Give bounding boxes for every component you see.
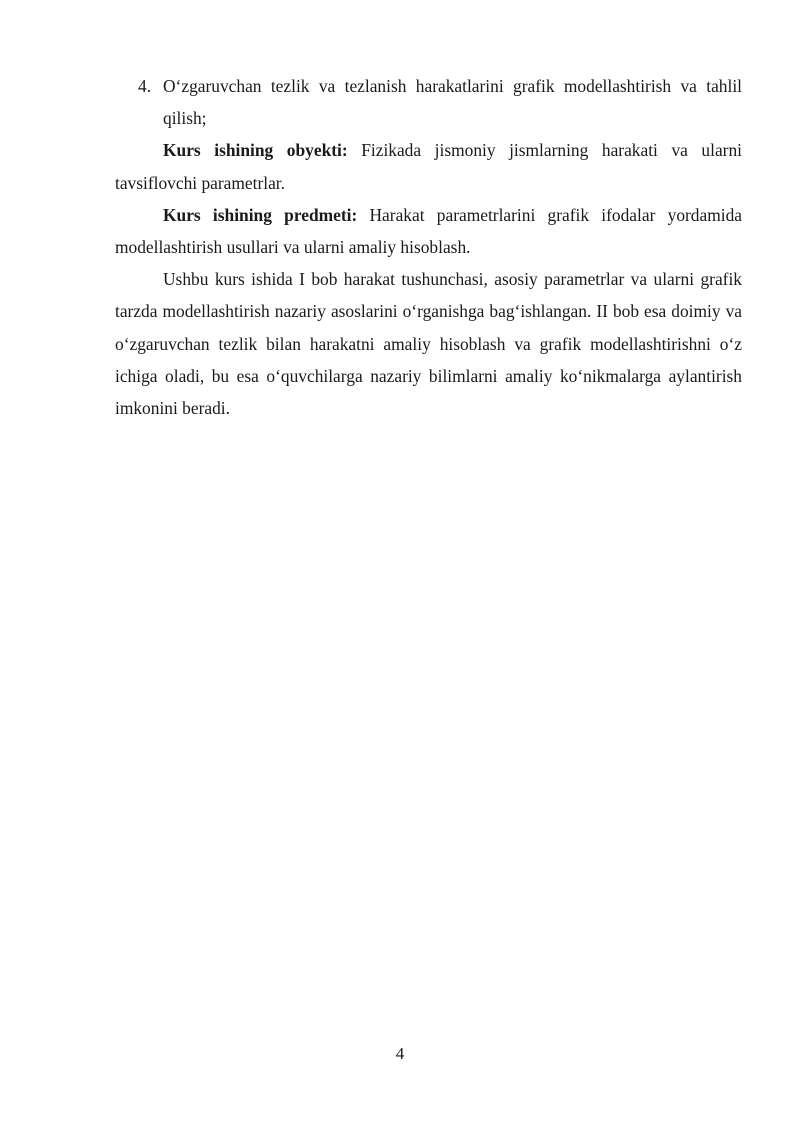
object-label: Kurs ishining obyekti: (163, 140, 348, 161)
subject-paragraph (115, 199, 742, 263)
list-item-number: 4. (138, 76, 152, 96)
object-text: Fizikada jismoniy jismlarning harakati va ularni tavsiflovchi parametrlar. (115, 140, 742, 193)
subject-text: Harakat parametrlarini grafik ifodalar yordamida modellashtirish usullari va ularni amaliy hisoblash. (115, 204, 742, 258)
object-paragraph (115, 134, 742, 198)
list-item-objective-4 (115, 70, 742, 134)
list-item-text: O‘zgaruvchan tezlik va tezlanish harakatlarini grafik modellashtirish va tahlil qilish; (163, 76, 742, 129)
document-page (115, 70, 742, 424)
subject-label: Kurs ishining predmeti: (163, 204, 358, 225)
summary-paragraph: Ushbu kurs ishida I bob harakat tushunchasi, asosiy parametrlar va ularni grafik tarzda modellashtirish nazariy asoslarini o‘rganishga bag‘ishlangan. II bob esa doimiy va o‘zgaruvchan tezlik bilan harakatni amaliy hisoblash va grafik modellashtirishni o‘z ichiga oladi, bu esa o‘quvchilarga nazariy bilimlarni amaliy ko‘nikmalarga aylantirish imkonini beradi. (115, 269, 742, 419)
page-number: 4 (395, 1044, 405, 1063)
